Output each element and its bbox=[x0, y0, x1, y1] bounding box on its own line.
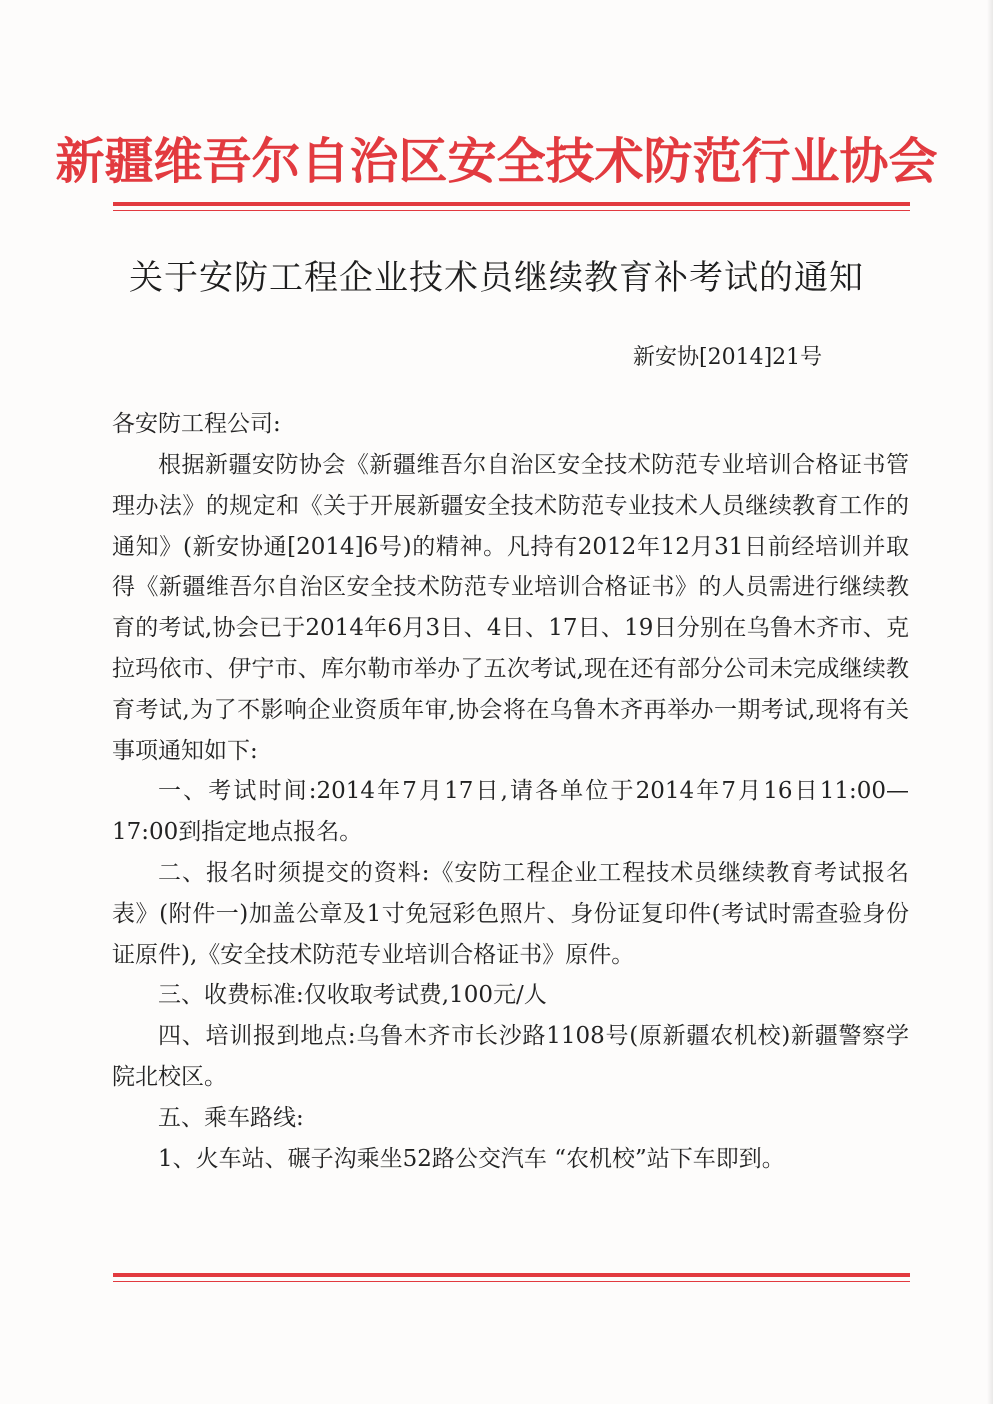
body-paragraph-fees: 三、收费标准:仅收取考试费,100元/人 bbox=[158, 982, 547, 1009]
salutation: 各安防工程公司: bbox=[112, 411, 281, 437]
document-body bbox=[112, 445, 909, 1179]
footer-rule-thin bbox=[113, 1281, 910, 1282]
letterhead-rule-thin bbox=[113, 210, 910, 211]
body-paragraph-route-1: 1、火车站、碾子沟乘坐52路公交汽车 “农机校”站下车即到。 bbox=[158, 1145, 785, 1172]
body-paragraph-exam-time: 一、考试时间:2014年7月17日,请各单位于2014年7月16日11:00—17:00到指定地点报名。 bbox=[112, 778, 909, 846]
body-paragraph-route-heading: 五、乘车路线: bbox=[158, 1104, 304, 1131]
scan-edge-shadow bbox=[987, 0, 993, 1404]
body-paragraph-intro: 根据新疆安防协会《新疆维吾尔自治区安全技术防范专业培训合格证书管理办法》的规定和《关于开展新疆安全技术防范专业技术人员继续教育工作的通知》(新安协通[2014]6号)的精神。凡持有2012年12月31日前经培训并取得《新疆维吾尔自治区安全技术防范专业培训合格证书》的人员需进行继续教育的考试,协会已于2014年6月3日、4日、17日、19日分别在乌鲁木齐市、克拉玛依市、伊宁市、库尔勒市举办了五次考试,现在还有部分公司未完成继续教育考试,为了不影响企业资质年审,协会将在乌鲁木齐再举办一期考试,现将有关事项通知如下: bbox=[112, 452, 909, 764]
document-number: 新安协[2014]21号 bbox=[633, 345, 823, 370]
letterhead-rule-thick bbox=[113, 202, 910, 206]
document-title: 关于安防工程企业技术员继续教育补考试的通知 bbox=[129, 258, 864, 298]
body-paragraph-location: 四、培训报到地点:乌鲁木齐市长沙路1108号(原新疆农机校)新疆警察学院北校区。 bbox=[112, 1023, 909, 1090]
body-paragraph-materials: 二、报名时须提交的资料:《安防工程企业工程技术员继续教育考试报名表》(附件一)加盖公章及1寸免冠彩色照片、身份证复印件(考试时需查验身份证原件),《安全技术防范专业培训合格证书》原件。 bbox=[112, 859, 909, 968]
letterhead-org-name: 新疆维吾尔自治区安全技术防范行业协会 bbox=[55, 132, 938, 190]
footer-rule-thick bbox=[113, 1273, 910, 1277]
